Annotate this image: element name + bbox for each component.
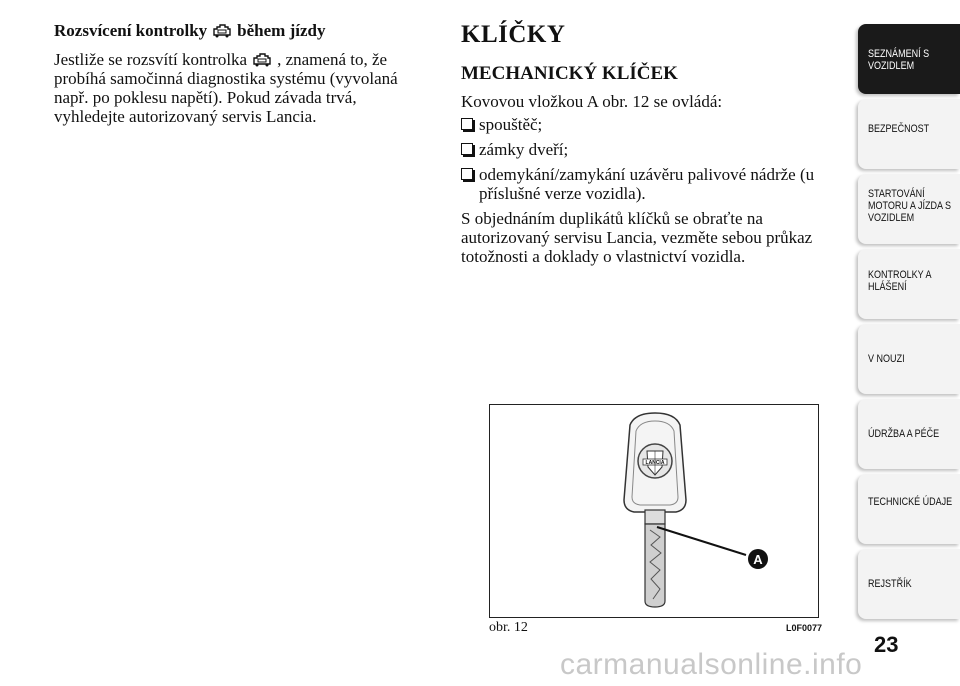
list-item-text: odemykání/zamykání uzávěru palivové nádrže (u příslušné verze vozidla). [479, 165, 815, 203]
section-title: KLÍČKY [461, 21, 566, 48]
callout-label: A [753, 552, 763, 567]
tab-rejstrik[interactable] [858, 549, 960, 619]
engine-warning-icon [251, 50, 273, 68]
para-text-start: Jestliže se rozsvítí kontrolka [54, 50, 248, 69]
tab-label: SEZNÁMENÍ S VOZIDLEM [868, 48, 930, 72]
logo-text: LANCIA [645, 460, 665, 466]
bullet-box-icon [461, 118, 473, 130]
warning-light-subheading [54, 20, 424, 42]
list-item-text: spouštěč; [479, 115, 543, 134]
tab-technicke-udaje[interactable] [858, 474, 960, 544]
bullet-box-icon [461, 143, 473, 155]
tab-seznameni-s-vozidlem[interactable] [858, 24, 960, 94]
intro-paragraph: Kovovou vložkou A obr. 12 se ovládá: [461, 92, 723, 111]
tab-label: V NOUZI [868, 353, 905, 365]
tab-label: ÚDRŽBA A PÉČE [868, 428, 940, 440]
subhead-text-end: během jízdy [237, 21, 326, 40]
section-subtitle: MECHANICKÝ KLÍČEK [461, 63, 678, 84]
engine-warning-icon [211, 21, 233, 39]
right-column [461, 20, 833, 266]
page-number: 23 [874, 632, 899, 657]
tab-bezpecnost[interactable] [858, 99, 960, 169]
list-item-text: zámky dveří; [479, 140, 569, 159]
chapter-tabs [858, 24, 960, 624]
warning-light-paragraph [54, 50, 424, 126]
bullet-box-icon [461, 168, 473, 180]
para-text-end: , znamená to, že probíhá samočinná diagnostika systému (vyvolaná např. po poklesu napětí). Pokud závada trvá, vyhledejte autorizovaný servis Lancia. [54, 50, 398, 126]
figure-code: L0F0077 [786, 623, 823, 633]
tab-v-nouzi[interactable] [858, 324, 960, 394]
subhead-text-start: Rozsvícení kontrolky [54, 21, 208, 40]
list-item [461, 140, 833, 159]
tab-startovani[interactable] [858, 174, 960, 244]
tab-label: TECHNICKÉ ÚDAJE [868, 496, 953, 508]
left-column [54, 20, 424, 126]
tab-label: STARTOVÁNÍ MOTORU A JÍZDA S VOZIDLEM [868, 188, 952, 224]
tab-udrzba[interactable] [858, 399, 960, 469]
tab-kontrolky[interactable] [858, 249, 960, 319]
mechanical-key-illustration [490, 405, 820, 619]
key-figure [489, 404, 819, 618]
list-item [461, 115, 833, 134]
list-item [461, 165, 833, 203]
tab-label: BEZPEČNOST [868, 123, 930, 135]
watermark: carmanualsonline.info [560, 648, 863, 681]
tab-label: KONTROLKY A HLÁŠENÍ [868, 269, 931, 293]
tab-label: REJSTŘÍK [868, 578, 912, 590]
function-list [461, 115, 833, 203]
figure-caption: obr. 12 [489, 620, 528, 635]
closing-paragraph: S objednáním duplikátů klíčků se obraťte na autorizovaný servisu Lancia, vezměte sebou průkaz totožnosti a doklady o vlastnictví vozidla. [461, 209, 813, 266]
